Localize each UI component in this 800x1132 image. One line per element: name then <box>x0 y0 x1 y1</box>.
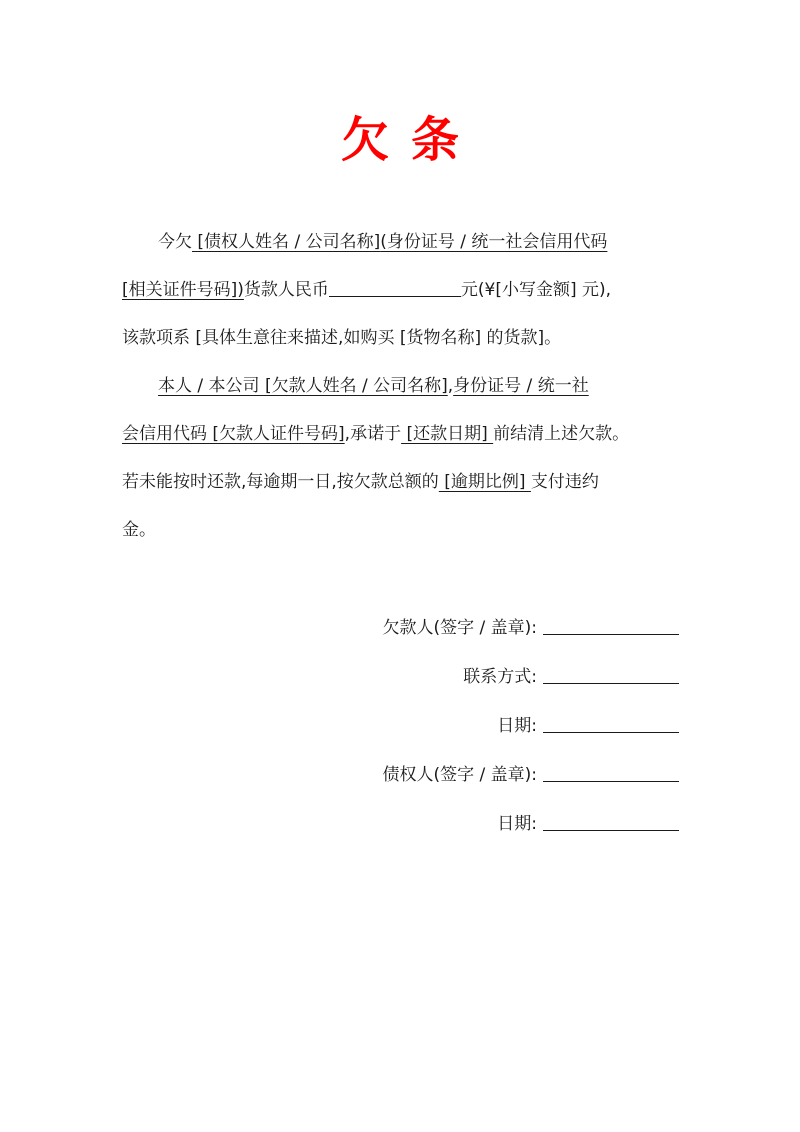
penalty-end-text: 金。 <box>122 520 156 540</box>
creditor-name-field: [债权人姓名 / 公司名称] <box>192 232 381 252</box>
goods-payment-label: 货款人民币 <box>243 280 329 300</box>
paragraph1-line1 <box>122 218 682 266</box>
creditor-id-field-start: (身份证号 / 统一社会信用代码 <box>380 232 608 252</box>
creditor-id-field-end: [相关证件号码]) <box>122 280 244 300</box>
creditor-date-label: 日期: <box>497 814 537 834</box>
title-char-1: 欠 <box>340 112 389 168</box>
creditor-date-row <box>382 800 679 849</box>
business-description: 该款项系 [具体生意往来描述,如购买 [货物名称] 的货款]。 <box>122 328 562 348</box>
contact-row <box>382 653 679 702</box>
creditor-signature-row <box>382 751 679 800</box>
paragraph2-line4 <box>122 506 682 554</box>
debtor-signature-blank <box>543 616 679 635</box>
debtor-signature-row <box>382 604 679 653</box>
title-char-2: 条 <box>411 112 460 168</box>
contact-label: 联系方式: <box>463 667 537 687</box>
signature-block <box>382 604 679 849</box>
penalty-pay-text: 支付违约 <box>530 472 599 492</box>
owe-prefix: 今欠 <box>158 232 192 252</box>
repay-date-field: [还款日期] <box>401 424 494 444</box>
amount-suffix: 元(¥[小写金额] 元), <box>460 280 612 300</box>
contact-blank <box>543 665 679 684</box>
penalty-ratio-field: [逾期比例] <box>438 472 531 492</box>
creditor-signature-blank <box>543 763 679 782</box>
settle-text: 前结清上述欠款。 <box>493 424 630 444</box>
debtor-signature-label: 欠款人(签字 / 盖章): <box>382 618 537 638</box>
paragraph2-line3 <box>122 458 682 506</box>
debtor-date-label: 日期: <box>497 716 537 736</box>
penalty-condition: 若未能按时还款,每逾期一日,按欠款总额的 <box>122 472 439 492</box>
debtor-comma: , <box>447 376 454 396</box>
paragraph2-line1 <box>122 362 682 410</box>
debtor-id-field-start: 身份证号 / 统一社 <box>453 376 589 396</box>
debtor-date-row <box>382 702 679 751</box>
debtor-id-field-end: 会信用代码 [欠款人证件号码] <box>122 424 345 444</box>
paragraph2-line2 <box>122 410 682 458</box>
document-title <box>0 108 800 172</box>
promise-text: ,承诺于 <box>344 424 402 444</box>
debtor-date-blank <box>543 714 679 733</box>
paragraph1-line3 <box>122 314 682 362</box>
debtor-name-field: 本人 / 本公司 [欠款人姓名 / 公司名称] <box>158 376 448 396</box>
creditor-signature-label: 债权人(签字 / 盖章): <box>382 765 537 785</box>
iou-body <box>122 218 682 554</box>
paragraph1-line2 <box>122 266 682 314</box>
amount-blank <box>329 278 461 297</box>
creditor-date-blank <box>543 812 679 831</box>
